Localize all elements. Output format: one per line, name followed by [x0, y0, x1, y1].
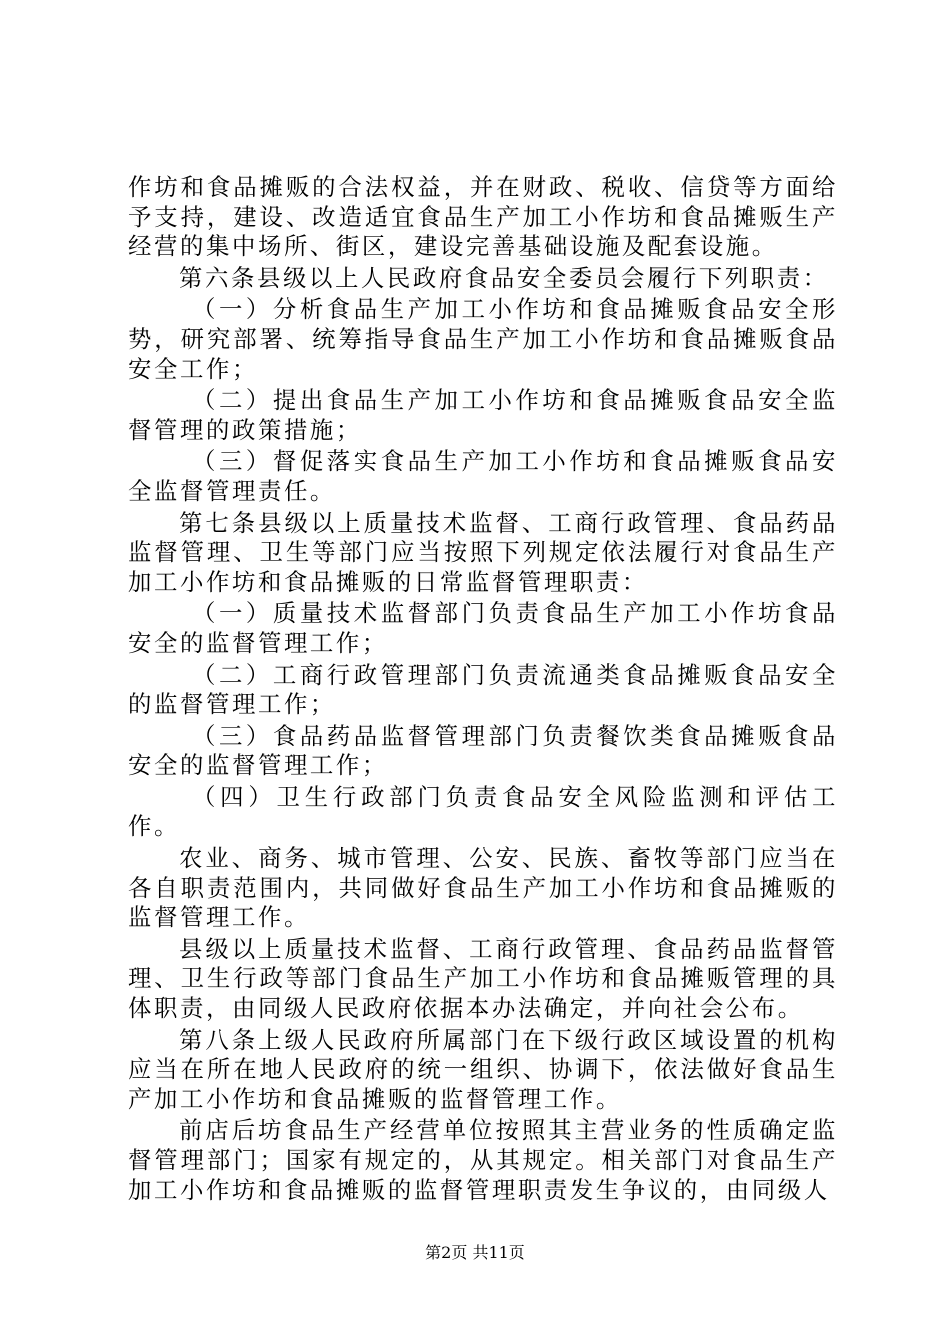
paragraph: 第六条县级以上人民政府食品安全委员会履行下列职责： [179, 263, 829, 292]
paragraph: 县级以上质量技术监督、工商行政管理、食品药品监督管理、卫生行政等部门食品生产加工小作坊和食品摊贩管理的具体职责，由同级人民政府依据本办法确定，并向社会公布。 [128, 934, 838, 1023]
paragraph: （三）食品药品监督管理部门负责餐饮类食品摊贩食品安全的监督管理工作； [128, 721, 838, 780]
document-body [128, 173, 838, 1207]
paragraph: （二）工商行政管理部门负责流通类食品摊贩食品安全的监督管理工作； [128, 660, 838, 719]
paragraph: 第八条上级人民政府所属部门在下级行政区域设置的机构应当在所在地人民政府的统一组织、协调下，依法做好食品生产加工小作坊和食品摊贩的监督管理工作。 [128, 1025, 838, 1113]
paragraph: 前店后坊食品生产经营单位按照其主营业务的性质确定监督管理部门；国家有规定的，从其规定。相关部门对食品生产加工小作坊和食品摊贩的监督管理职责发生争议的，由同级人 [128, 1116, 838, 1204]
paragraph: （二）提出食品生产加工小作坊和食品摊贩食品安全监督管理的政策措施； [128, 386, 838, 444]
paragraph: （一）质量技术监督部门负责食品生产加工小作坊食品安全的监督管理工作； [128, 599, 838, 657]
paragraph: （一）分析食品生产加工小作坊和食品摊贩食品安全形势，研究部署、统筹指导食品生产加工小作坊和食品摊贩食品安全工作； [128, 295, 838, 383]
paragraph: 农业、商务、城市管理、公安、民族、畜牧等部门应当在各自职责范围内，共同做好食品生产加工小作坊和食品摊贩的监督管理工作。 [128, 844, 838, 932]
paragraph: 第七条县级以上质量技术监督、工商行政管理、食品药品监督管理、卫生等部门应当按照下列规定依法履行对食品生产加工小作坊和食品摊贩的日常监督管理职责： [128, 508, 838, 596]
paragraph: 作坊和食品摊贩的合法权益，并在财政、税收、信贷等方面给予支持，建设、改造适宜食品生产加工小作坊和食品摊贩生产经营的集中场所、街区，建设完善基础设施及配套设施。 [128, 173, 838, 261]
paragraph: （三）督促落实食品生产加工小作坊和食品摊贩食品安全监督管理责任。 [128, 447, 838, 505]
paragraph: （四）卫生行政部门负责食品安全风险监测和评估工作。 [128, 782, 838, 841]
page-footer: 第2页 共11页 [425, 1243, 525, 1262]
